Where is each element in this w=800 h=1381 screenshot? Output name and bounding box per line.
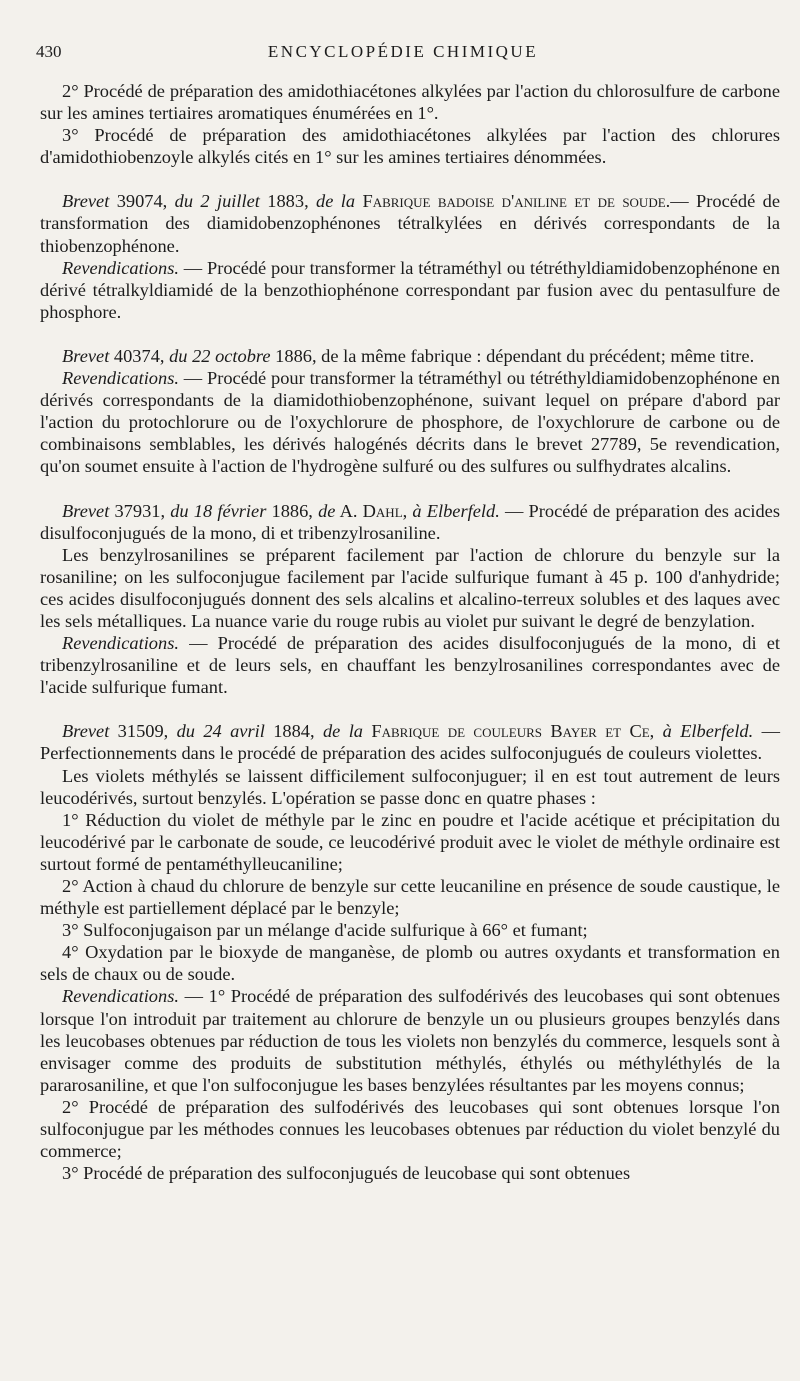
- paragraph: Les violets méthylés se laissent difficilement sulfoconjuguer; il en est tout autrement de leurs leucodérivés, surtout benzylés. L'opération se passe donc en quatre phases :: [40, 765, 780, 808]
- patent-date: du 24 avril: [176, 721, 265, 742]
- claims-label: Revendications.: [62, 257, 179, 278]
- patent-year: 1883,: [259, 191, 317, 212]
- patent-preposition: de la: [322, 721, 363, 742]
- paragraph: Les benzylrosanilines se préparent facilement par l'action de chlorure du benzyle sur la rosaniline; on les sulfoconjugue facilement par l'acide sulfurique fumant à 45 p. 100 d'anhydride; ces acides disulfoconjugués donnent des sels alcalins et alcalino-terreux solubles et des laques avec les sels métalliques. La nuance varie du rouge rubis au violet pur suivant le degré de benzylation.: [40, 544, 780, 631]
- dash: —: [670, 191, 697, 212]
- patent-preposition: de: [318, 500, 336, 521]
- step-item: 2° Action à chaud du chlorure de benzyle sur cette leucaniline en présence de soude caustique, le méthyle est partiellement déplacé par le benzyle;: [40, 876, 780, 919]
- patent-date: du 2 juillet: [174, 191, 260, 212]
- step-item: 1° Réduction du violet de méthyle par le zinc en poudre et l'acide acétique et précipitation du leucodérivé par le carbonate de soude, ce leucodérivé produit avec le violet de méthyle ordinaire est surtout formé de pentaméthylleucaniline;: [40, 809, 780, 874]
- running-title: ENCYCLOPÉDIE CHIMIQUE: [267, 42, 539, 61]
- page-number: 430: [36, 42, 62, 61]
- claims-paragraph: [40, 257, 780, 323]
- patent-heading: [40, 345, 780, 367]
- patent-title: — Procédé de préparation des acides disulfoconjugués de la mono, di et tribenzylrosaniline.: [40, 500, 780, 543]
- spacer: [40, 478, 780, 500]
- page-body: [40, 80, 780, 1184]
- claims-text: — Procédé pour transformer la tétraméthyl ou tétréthyldiamidobenzophénone en dérivés correspondants de la diamidothiobenzophénone, suivant lequel on prépare d'abord par l'action du protochlorure ou de l'oxychlorure de phosphore, de l'oxychlorure de carbone ou de combinaisons semblables, les dérivés halogénés décrits dans le brevet 27789, 5e revendication, qu'on soumet ensuite à l'action de l'hydrogène sulfuré ou des sulfures ou sulfhydrates alcalins.: [40, 368, 780, 477]
- patent-title: 1886, de la même fabrique : dépendant du précédent; même titre.: [270, 345, 755, 366]
- patent-date: du 22 octobre: [169, 345, 271, 366]
- claims-text: — Procédé de préparation des acides disulfoconjugués de la mono, di et tribenzylrosaniline et de leurs sels, en chauffant les benzylrosanilines correspondantes avec de l'acide sulfurique fumant.: [40, 633, 780, 698]
- patent-number: 39074,: [109, 191, 175, 212]
- claims-text: — 1° Procédé de préparation des sulfodérivés des leucobases qui sont obtenues lorsque l'on introduit par traitement au chlorure de benzyle un ou plusieurs groupes benzylés dans les leucobases obtenues par réduction de tous les violets non benzylés du commerce, lesquels sont à envisager comme des produits de substitution méthylés, éthylés ou méthyléthylés de la pararosaniline, et que l'on sulfoconjugue les bases benzylées résultantes par les moyens connus;: [40, 986, 780, 1095]
- patent-year: 1886,: [266, 500, 319, 521]
- patent-preposition: de la: [316, 191, 356, 212]
- step-item: 3° Sulfoconjugaison par un mélange d'acide sulfurique à 66° et fumant;: [62, 920, 588, 941]
- patent-label: Brevet: [62, 500, 110, 521]
- patent-title: Procédé de transformation des diamidobenzophénones tétralkylées en dérivés correspondants de la thiobenzophénone.: [40, 191, 781, 256]
- claims-label: Revendications.: [62, 986, 179, 1007]
- spacer: [40, 323, 780, 345]
- patent-number: 37931,: [109, 500, 171, 521]
- patent-company: Fabrique badoise d'aniline et de soude.: [355, 191, 671, 212]
- claim-item: 3° Procédé de préparation des sulfoconjugués de leucobase qui sont obtenues: [62, 1163, 631, 1184]
- patent-heading: [40, 720, 780, 764]
- paragraph: 3° Procédé de préparation des amidothiacétones alkylées par l'action des chlorures d'amidothiobenzoyle alkylés cités en 1° sur les amines tertiaires dénommées.: [40, 125, 780, 168]
- patent-number: 31509,: [109, 721, 177, 742]
- claims-label: Revendications.: [62, 368, 179, 389]
- claims-paragraph: [40, 367, 780, 477]
- patent-company: Fabrique de couleurs Bayer et Ce,: [363, 721, 663, 742]
- patent-heading: [40, 500, 780, 544]
- patent-number: 40374,: [109, 345, 170, 366]
- paragraph: 2° Procédé de préparation des amidothiacétones alkylées par l'action du chlorosulfure de carbone sur les amines tertiaires aromatiques énumérées en 1°.: [40, 81, 780, 124]
- patent-author: A. Dahl,: [335, 500, 413, 521]
- spacer: [40, 698, 780, 720]
- patent-label: Brevet: [62, 191, 110, 212]
- claims-label: Revendications.: [62, 633, 179, 654]
- claims-paragraph: [40, 632, 780, 698]
- page-header: [36, 42, 770, 66]
- spacer: [40, 168, 780, 190]
- patent-date: du 18 février: [170, 500, 267, 521]
- patent-heading: [40, 190, 780, 256]
- claims-paragraph: [40, 985, 780, 1095]
- patent-title: — Perfectionnements dans le procédé de préparation des acides sulfoconjugués de couleurs violettes.: [40, 721, 780, 764]
- patent-place: à Elberfeld.: [412, 500, 500, 521]
- patent-year: 1884,: [264, 721, 323, 742]
- patent-label: Brevet: [62, 345, 110, 366]
- patent-label: Brevet: [62, 721, 110, 742]
- claim-item: 2° Procédé de préparation des sulfodérivés des leucobases qui sont obtenues lorsque l'on sulfoconjugue par les méthodes connues les leucobases obtenues par réduction du violet benzylé du commerce;: [40, 1096, 780, 1162]
- claims-text: — Procédé pour transformer la tétraméthyl ou tétréthyldiamidobenzophénone en dérivé tétralkyldiamidé de la benzothiophénone correspondant par fusion avec du pentasulfure de phosphore.: [40, 257, 780, 322]
- step-item: 4° Oxydation par le bioxyde de manganèse, de plomb ou autres oxydants et transformation en sels de chaux ou de soude.: [40, 942, 780, 985]
- patent-place: à Elberfeld.: [662, 721, 754, 742]
